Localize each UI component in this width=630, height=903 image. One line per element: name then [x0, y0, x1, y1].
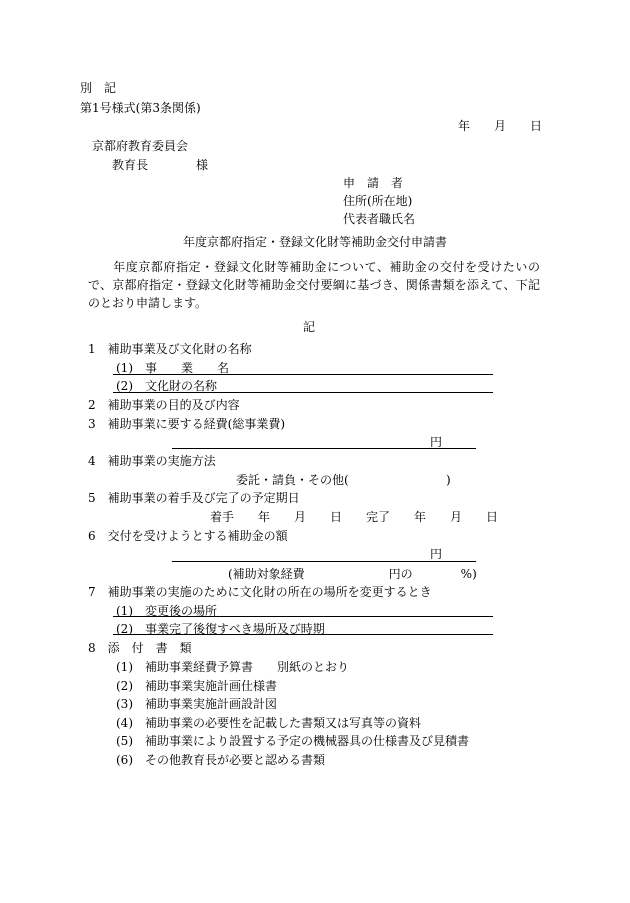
- date-field: 年 月 日: [458, 119, 543, 133]
- applicant-label: 申 請 者: [343, 176, 404, 190]
- attachment-4: (4) 補助事業の必要性を記載した書類又は写真等の資料: [116, 716, 422, 730]
- ki-label: 記: [303, 320, 316, 334]
- attachment-3: (3) 補助事業実施計画設計図: [116, 697, 277, 711]
- applicant-representative: 代表者職氏名: [343, 212, 416, 226]
- item-7: 7 補助事業の実施のために文化財の所在の場所を変更するとき: [88, 585, 432, 599]
- intro-paragraph: 年度京都府指定・登録文化財等補助金について、補助金の交付を受けたいので、京都府指定・登録文化財等補助金交付要綱に基づき、関係書類を添えて、下記のとおり申請します。: [88, 260, 540, 310]
- item-6-yen: 円: [430, 547, 443, 561]
- attachment-2: (2) 補助事業実施計画仕様書: [116, 679, 277, 693]
- item-1-2: (2) 文化財の名称: [116, 379, 217, 393]
- item-7-1: (1) 変更後の場所: [116, 604, 217, 618]
- item-6-underline: [172, 561, 476, 562]
- item-4-close: ): [446, 473, 451, 487]
- attachment-5: (5) 補助事業により設置する予定の機械器具の仕様書及び見積書: [116, 734, 470, 748]
- item-5: 5 補助事業の着手及び完了の予定期日: [88, 491, 300, 505]
- recipient-org: 京都府教育委員会: [92, 139, 189, 153]
- applicant-address: 住所(所在地): [343, 194, 413, 208]
- item-3: 3 補助事業に要する経費(総事業費): [88, 417, 285, 431]
- document-title: 年度京都府指定・登録文化財等補助金交付申請書: [183, 235, 448, 249]
- attachment-6: (6) その他教育長が必要と認める書類: [116, 753, 325, 767]
- item-7-2: (2) 事業完了後復すべき場所及び時期: [116, 622, 325, 636]
- item-2: 2 補助事業の目的及び内容: [88, 398, 240, 412]
- item-7-1-underline: [113, 616, 493, 617]
- item-6-note: (補助対象経費 円の %): [228, 567, 477, 581]
- item-7-2-underline: [113, 634, 493, 635]
- item-3-yen: 円: [430, 435, 443, 449]
- item-1-2-underline: [113, 392, 493, 393]
- item-4-method: 委託・請負・その他(: [236, 473, 349, 487]
- item-1-1: (1) 事 業 名: [116, 361, 229, 375]
- item-1-1-underline: [113, 374, 493, 375]
- item-1: 1 補助事業及び文化財の名称: [88, 342, 252, 356]
- form-number: 第1号様式(第3条関係): [80, 101, 201, 115]
- item-6: 6 交付を受けようとする補助金の額: [88, 529, 288, 543]
- item-3-underline: [172, 448, 476, 449]
- attachment-1: (1) 補助事業経費予算書 別紙のとおり: [116, 660, 349, 674]
- item-5-dates: 着手 年 月 日 完了 年 月 日: [210, 510, 499, 524]
- item-8: 8 添 付 書 類: [88, 641, 192, 655]
- item-4: 4 補助事業の実施方法: [88, 454, 216, 468]
- bekki-label: 別 記: [80, 81, 117, 95]
- recipient-title: 教育長 様: [112, 158, 209, 172]
